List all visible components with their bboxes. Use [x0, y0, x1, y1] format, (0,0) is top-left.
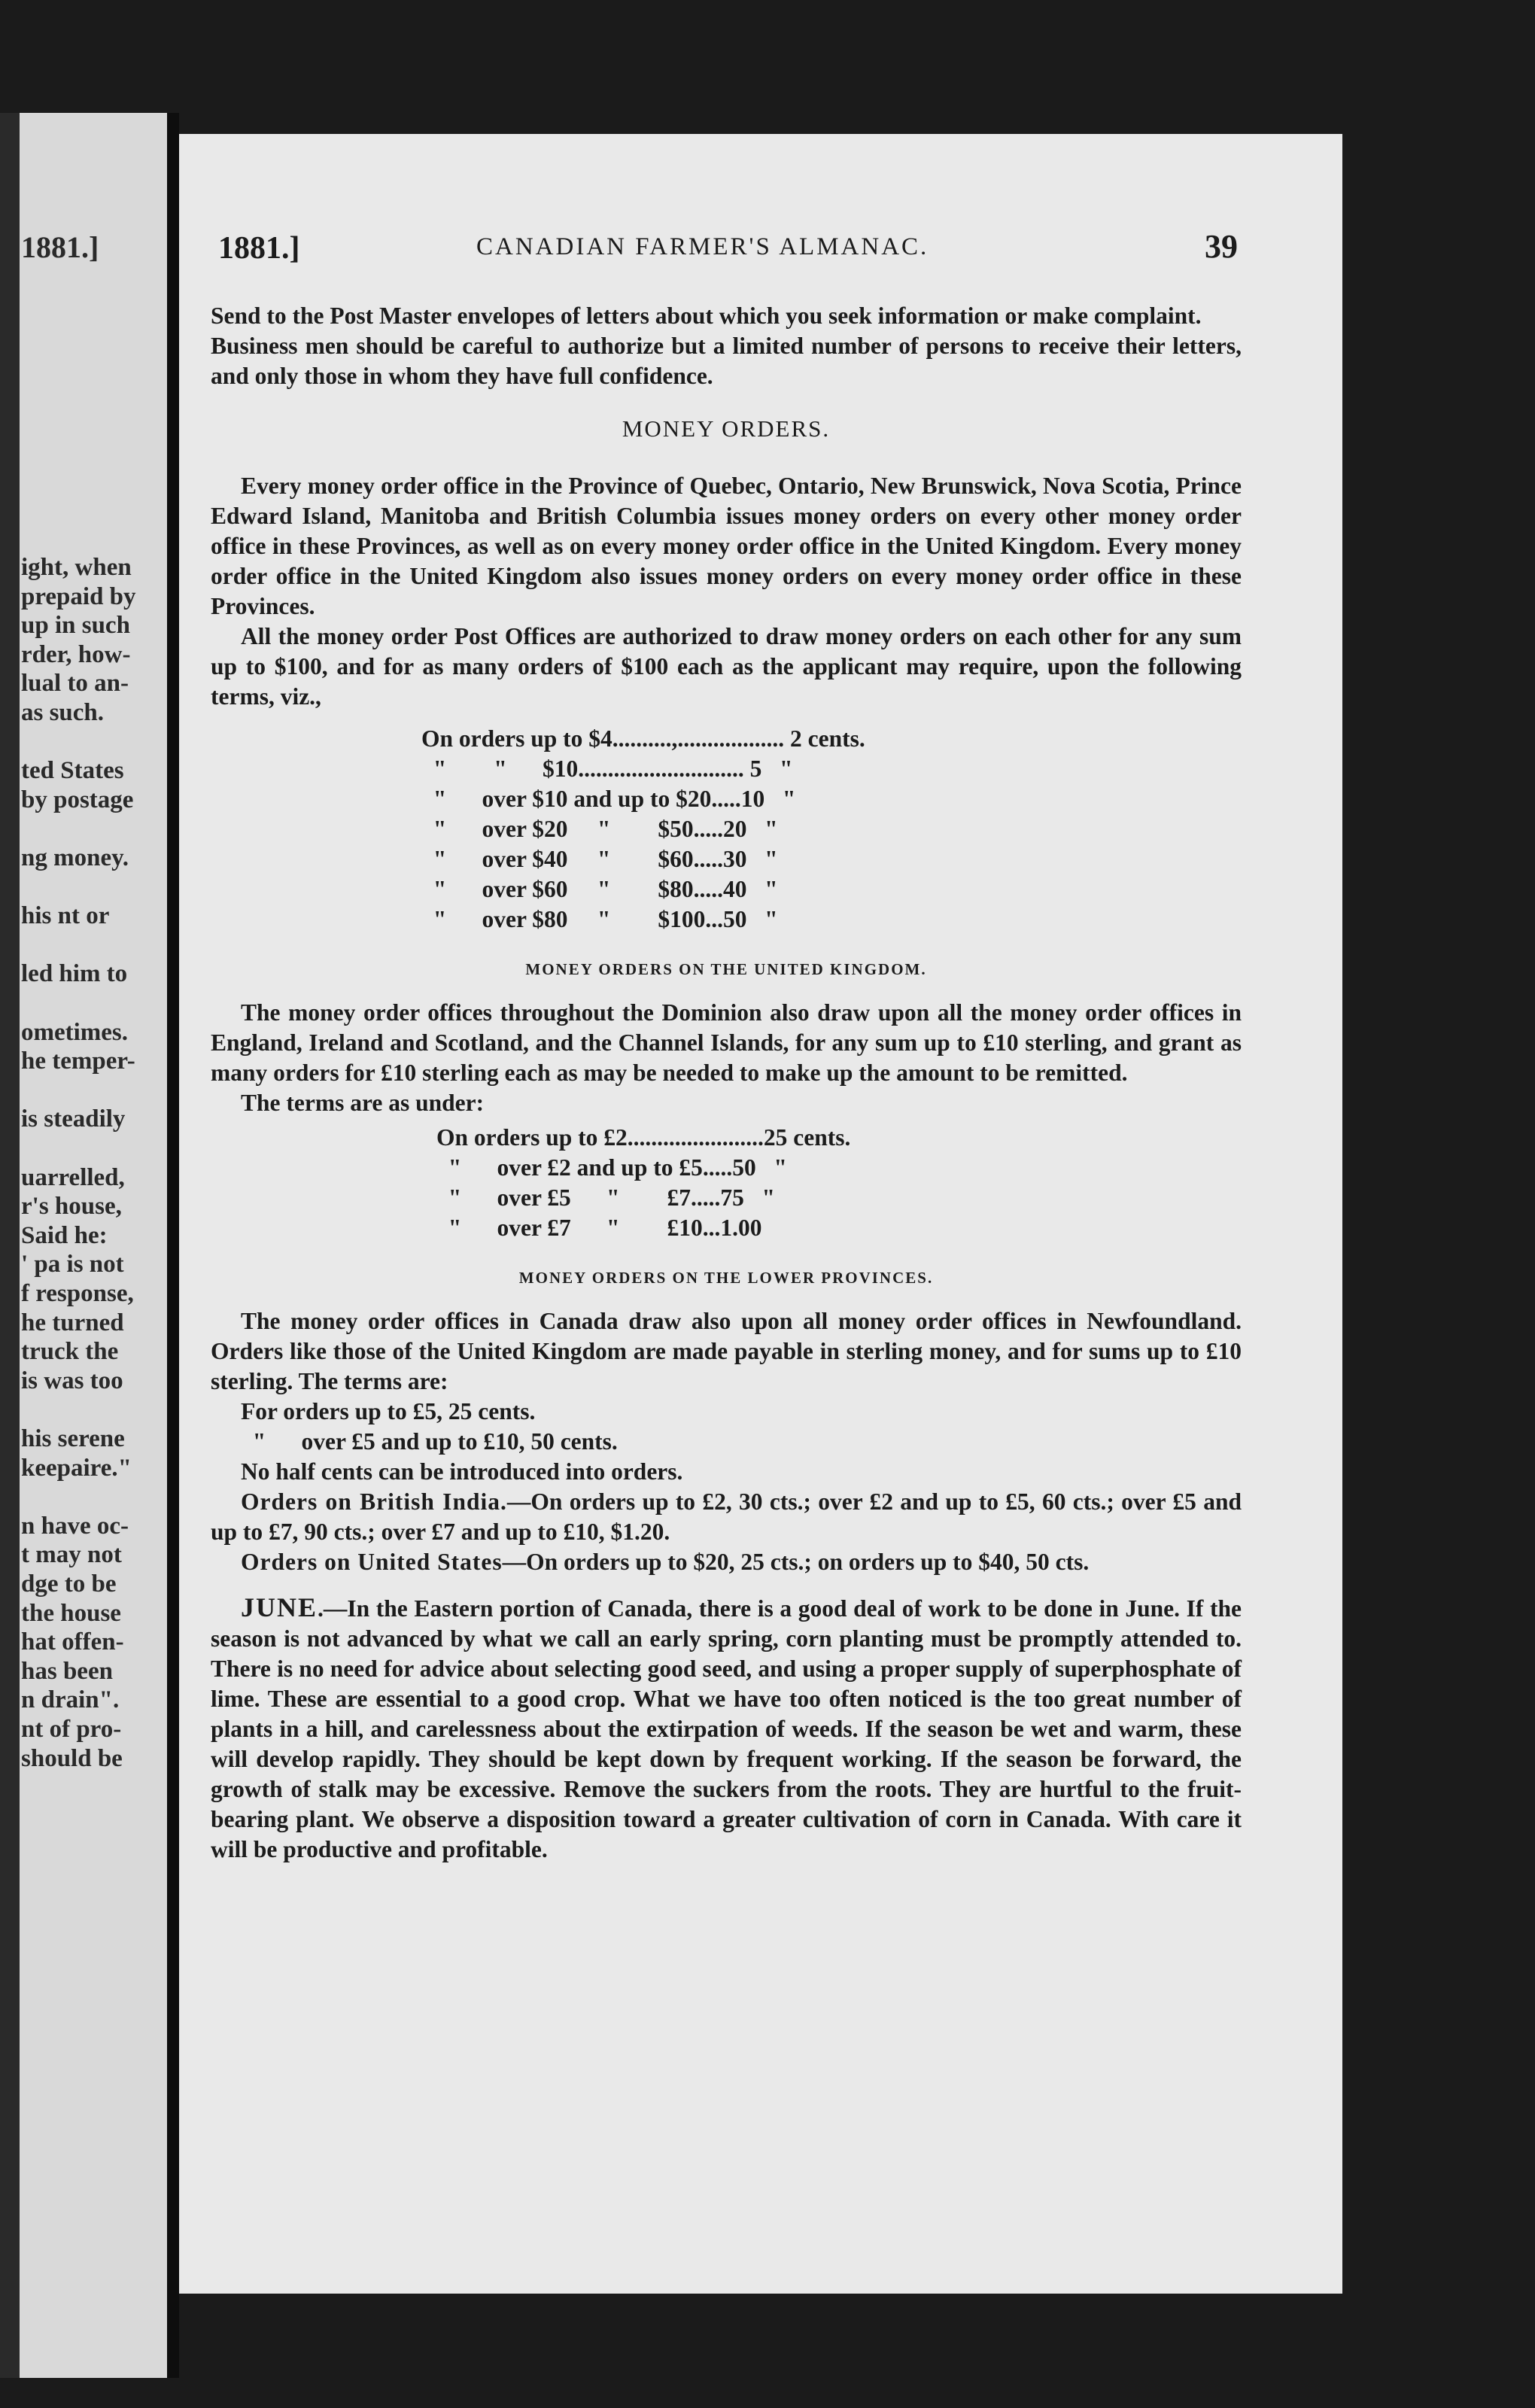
united-states-text: —On orders up to $20, 25 cts.; on orders up to $40, 50 cts. [502, 1549, 1090, 1575]
left-page-fragment [0, 113, 167, 2378]
paragraph-orders-up-to-5: For orders up to £5, 25 cents. [241, 1398, 536, 1424]
lower-provinces-heading: MONEY ORDERS ON THE LOWER PROVINCES. [518, 1269, 934, 1287]
domestic-rate-row: " over $10 and up to $20.....10 " [421, 786, 796, 812]
paragraph-orders-over-5: " over £5 and up to £10, 50 cents. [241, 1428, 618, 1455]
uk-rate-row: " over £7 " £10...1.00 [436, 1215, 762, 1241]
uk-rates-table [436, 1123, 1242, 1243]
paragraph-post-master: Send to the Post Master envelopes of letters about which you seek information or make complaint. [211, 303, 1202, 329]
domestic-rate-row: " over $40 " $60.....30 " [421, 846, 778, 872]
left-page-line: nt of pro- [21, 1716, 122, 1743]
united-states-label: Orders on United States [241, 1549, 503, 1575]
left-page-year: 1881.] [21, 230, 99, 264]
domestic-rate-row: On orders up to $4..........,.................. 2 cents. [421, 725, 865, 752]
british-india-text: —On orders up to £2, 30 cts.; over £2 and up to £5, 60 cts.; over £5 and up to £7, 90 cts.; over £7 and up to £10, $1.20. [211, 1488, 1242, 1545]
june-text: .—In the Eastern portion of Canada, there is a good deal of work to be done in June. If the season is not advanced by what we call an early spring, corn planting must be promptly attended to. There is no need for advice about selecting good seed, and using a proper supply of superphosphate of lime. These are essential to a good crop. What we have too often noticed is the too great number of plants in a hill, and carelessness about the extirpation of weeds. If the season be wet and warm, these will develop rapidly. They should be kept down by frequent working. If the season be forward, the growth of stalk may be excessive. Remove the suckers from the roots. They are hurtful to the fruit-bearing plant. We observe a disposition toward a greater cultivation of corn in Canada. With care it will be productive and profitable. [211, 1595, 1242, 1862]
paragraph-british-india [211, 1487, 1242, 1547]
left-page-line: ted States [21, 757, 124, 785]
paragraph-uk-orders: The money order offices throughout the Dominion also draw upon all the money order offices in England, Ireland and Scotland, and the Channel Islands, for any sum up to £10 sterling, and grant as many orders for £10 sterling each as may be needed to make up the amount to be remitted. [211, 999, 1242, 1086]
left-page-line: up in such [21, 612, 130, 640]
left-page-line: r's house, [21, 1193, 122, 1221]
left-page-line: he temper- [21, 1047, 135, 1075]
uk-rate-row: On orders up to £2.......................25 cents. [436, 1124, 851, 1151]
june-label: JUNE [241, 1592, 318, 1622]
header-year: 1881.] [218, 231, 300, 266]
paragraph-half-cents: No half cents can be introduced into orders. [241, 1458, 683, 1485]
left-page-line: as such. [21, 699, 105, 726]
british-india-label: Orders on British India. [241, 1488, 507, 1515]
left-page-line: rder, how- [21, 640, 131, 668]
page-body [211, 301, 1242, 1865]
left-page-line: f response, [21, 1280, 134, 1307]
paragraph-authorized: All the money order Post Offices are authorized to draw money orders on each other for any sum up to $100, and for as many orders of $100 each as the applicant may require, upon the following terms, viz., [211, 623, 1242, 710]
paragraph-united-states [211, 1547, 1242, 1577]
left-page-line: ' pa is not [21, 1251, 124, 1278]
left-page-edge-shadow [0, 113, 20, 2378]
left-page-line: n drain". [21, 1686, 120, 1714]
left-page-line: hat offen- [21, 1628, 124, 1656]
left-page-line: lual to an- [21, 670, 129, 698]
paragraph-money-order-offices: Every money order office in the Province of Quebec, Ontario, New Brunswick, Nova Scotia, Prince Edward Island, Manitoba and British Columbia issues money orders on every other money order office in these Provinces, as well as on every money order office in the United Kingdom. Every money order office in the United Kingdom also issues money orders on every money order office in these Provinces. [211, 473, 1242, 619]
left-page-line: keepaire." [21, 1454, 132, 1482]
left-page-line: is steadily [21, 1105, 126, 1133]
left-page-line: t may not [21, 1541, 122, 1569]
left-page-line: ight, when [21, 554, 132, 581]
left-page-line: led him to [21, 960, 128, 988]
left-page-line: Said he: [21, 1221, 108, 1249]
left-page-line: the house [21, 1599, 121, 1627]
left-page-line: ng money. [21, 844, 129, 871]
left-page-line: uarrelled, [21, 1163, 125, 1191]
domestic-rate-row: " over $20 " $50.....20 " [421, 816, 778, 842]
left-page-line: his nt or [21, 902, 110, 930]
paragraph-business-men: Business men should be careful to authorize but a limited number of persons to receive their letters, and only those in whom they have full confidence. [211, 333, 1242, 389]
paragraph-newfoundland: The money order offices in Canada draw also upon all money order offices in Newfoundland. Orders like those of the United Kingdom are made payable in sterling money, and for sums up to £10 sterling. The terms are: [211, 1308, 1242, 1394]
domestic-rate-row: " " $10............................ 5 " [421, 756, 793, 782]
left-page-line: should be [21, 1744, 123, 1772]
uk-rate-row: " over £2 and up to £5.....50 " [436, 1154, 787, 1181]
uk-money-orders-heading: MONEY ORDERS ON THE UNITED KINGDOM. [525, 960, 927, 978]
left-page-line: truck the [21, 1338, 119, 1366]
domestic-rate-row: " over $80 " $100...50 " [421, 906, 778, 932]
left-page-line: has been [21, 1657, 113, 1685]
book-gutter [167, 113, 179, 2378]
domestic-rates-table [421, 724, 1242, 935]
right-page [179, 134, 1342, 2294]
left-page-line: n have oc- [21, 1512, 129, 1540]
header-title: CANADIAN FARMER'S ALMANAC. [476, 233, 929, 260]
left-page-line: is was too [21, 1367, 123, 1394]
domestic-rate-row: " over $60 " $80.....40 " [421, 876, 778, 902]
left-page-line: prepaid by [21, 582, 136, 610]
uk-rate-row: " over £5 " £7.....75 " [436, 1184, 775, 1211]
page-number: 39 [1205, 228, 1238, 265]
left-page-line: by postage [21, 786, 134, 813]
left-page-line: dge to be [21, 1570, 117, 1598]
money-orders-heading: MONEY ORDERS. [622, 415, 831, 442]
paragraph-terms: The terms are as under: [241, 1090, 485, 1116]
paragraph-june [211, 1592, 1242, 1865]
left-page-line: he turned [21, 1309, 124, 1336]
left-page-line: ometimes. [21, 1018, 129, 1046]
left-page-line: his serene [21, 1425, 125, 1452]
